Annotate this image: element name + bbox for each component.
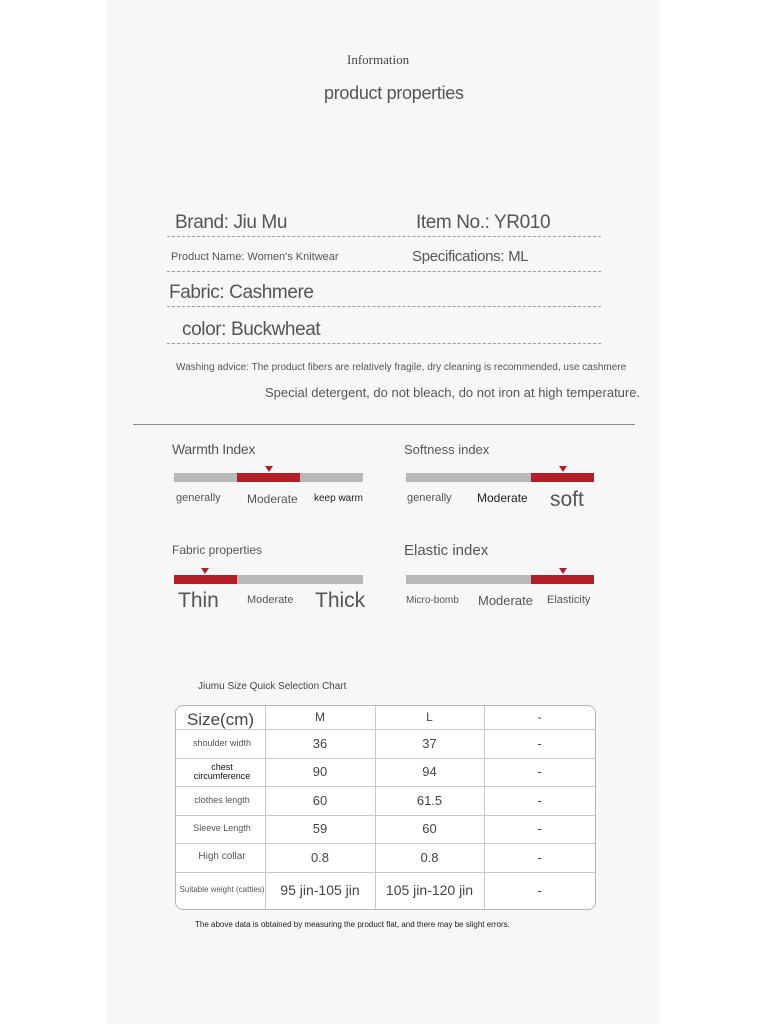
- table-cell: 37: [422, 735, 437, 751]
- softness-label-mid: Moderate: [477, 491, 528, 505]
- table-cell: 60: [312, 792, 328, 808]
- bar-segment-3: [531, 575, 594, 584]
- table-cell: -: [537, 821, 542, 837]
- table-cell: 59: [312, 821, 328, 837]
- elastic-index-title: Elastic index: [404, 542, 489, 559]
- measurement-note: The above data is obtained by measuring the product flat, and there may be slight errors.: [195, 920, 510, 929]
- bar-segment-3: [531, 473, 594, 482]
- brand-text: Brand: Jiu Mu: [175, 212, 288, 233]
- table-cell: 60: [422, 821, 437, 837]
- row-label: shoulder width: [192, 737, 252, 748]
- table-cell: 0.8: [420, 849, 439, 865]
- table-cell: -: [537, 882, 542, 898]
- header-extra: -: [537, 710, 542, 725]
- row-label: Suitable weight (catties): [179, 885, 265, 895]
- divider: [167, 343, 601, 344]
- elastic-label-high: Elasticity: [547, 594, 591, 606]
- warmth-label-low: generally: [176, 492, 221, 504]
- bar-segment-2: [237, 473, 300, 482]
- softness-index-bar: [406, 473, 594, 482]
- warmth-level-marker: [265, 466, 273, 472]
- fabric-label-mid: Moderate: [247, 594, 294, 606]
- row-label: Sleeve Length: [193, 823, 251, 834]
- bar-segment-1: [406, 575, 531, 584]
- divider: [167, 271, 601, 272]
- section-title: product properties: [324, 83, 464, 103]
- header-l: L: [426, 710, 433, 725]
- row-label: chest circumference: [193, 761, 251, 781]
- table-cell: -: [537, 764, 542, 780]
- table-cell: 61.5: [416, 792, 443, 808]
- washing-advice-line2: Special detergent, do not bleach, do not iron at high temperature.: [265, 385, 641, 400]
- table-cell: 95 jin-105 jin: [280, 882, 360, 899]
- fabric-properties-bar: [174, 575, 363, 584]
- table-cell: 0.8: [310, 849, 330, 865]
- divider: [167, 306, 601, 307]
- warmth-label-mid: Moderate: [247, 492, 298, 506]
- table-cell: 105 jin-120 jin: [385, 882, 474, 899]
- fabric-level-marker: [201, 568, 209, 574]
- fabric-label-high: Thick: [315, 589, 366, 612]
- fabric-label-low: Thin: [178, 589, 219, 612]
- header-size: Size(cm): [186, 709, 255, 729]
- fabric-text: Fabric: Cashmere: [169, 282, 314, 303]
- fabric-properties-title: Fabric properties: [172, 543, 263, 557]
- elastic-label-low: Micro-bomb: [406, 595, 459, 606]
- specifications-text: Specifications: ML: [412, 248, 529, 265]
- softness-label-low: generally: [407, 492, 452, 504]
- bar-segment-2: [237, 575, 363, 584]
- header-m: M: [315, 710, 325, 725]
- warmth-index-title: Warmth Index: [172, 441, 256, 457]
- elastic-index-bar: [406, 575, 594, 584]
- warmth-index-bar: [174, 473, 363, 482]
- bar-segment-1: [406, 473, 531, 482]
- product-name-text: Product Name: Women's Knitwear: [171, 251, 339, 263]
- washing-advice-line1: Washing advice: The product fibers are relatively fragile, dry cleaning is recommended, use cashmere: [176, 362, 627, 373]
- item-number-text: Item No.: YR010: [416, 212, 551, 233]
- bar-segment-1: [174, 575, 237, 584]
- table-cell: 36: [312, 735, 328, 751]
- color-text: color: Buckwheat: [182, 319, 321, 340]
- section-divider: [133, 424, 635, 425]
- row-label: High collar: [198, 851, 246, 863]
- divider: [167, 236, 601, 237]
- elastic-label-mid: Moderate: [478, 593, 533, 608]
- information-label: Information: [347, 52, 410, 67]
- row-label: clothes length: [194, 794, 250, 805]
- bar-segment-3: [300, 473, 363, 482]
- table-cell: 90: [312, 764, 328, 780]
- table-cell: 94: [422, 764, 437, 780]
- warmth-label-high: keep warm: [314, 493, 363, 504]
- softness-level-marker: [559, 466, 567, 472]
- softness-label-high: soft: [550, 488, 584, 511]
- table-cell: -: [537, 792, 542, 808]
- softness-index-title: Softness index: [404, 442, 490, 457]
- size-chart-table: [175, 705, 596, 910]
- bar-segment-1: [174, 473, 237, 482]
- table-cell: -: [537, 849, 542, 865]
- table-cell: -: [537, 735, 542, 751]
- elastic-level-marker: [559, 568, 567, 574]
- size-chart-title: Jiumu Size Quick Selection Chart: [198, 681, 347, 692]
